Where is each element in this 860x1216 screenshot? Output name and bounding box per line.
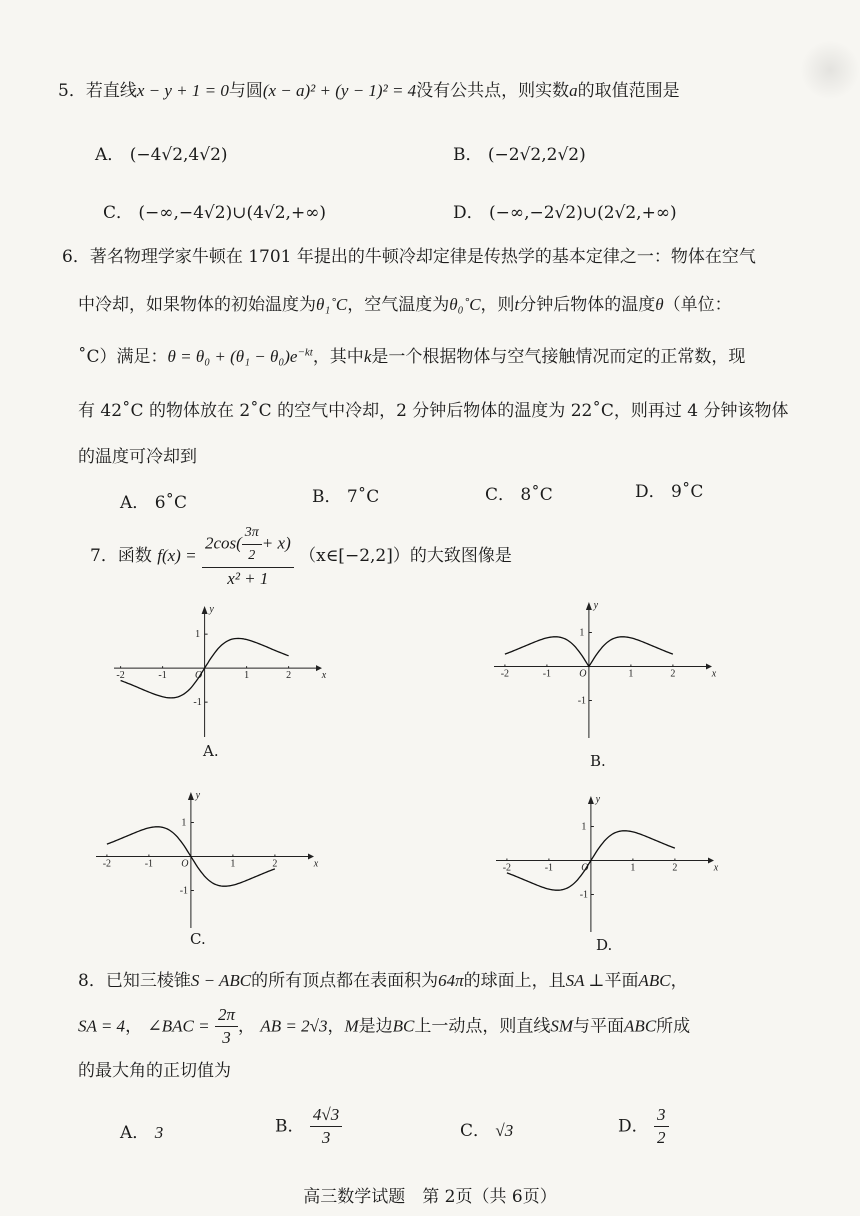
x-tick-label: 2 (672, 862, 678, 874)
q6-line-3: ˚C）满足：$\theta = \theta_0 + (\theta_1 - \theta_0)e^{-kt}$，其中k是一个根据物体与空气接触情况而定的正常数，现 (78, 346, 746, 367)
x-tick-label: 1 (244, 670, 250, 682)
q7-graph-a (110, 600, 330, 745)
q5-option-c: C． (−∞,−4√2)∪(4√2,+∞) (103, 203, 326, 223)
q7-stem: 7．函数 f(x) = 2cos( $\frac{3\pi}{2}$ + x) x² + 1 （x∈[−2,2]）的大致图像是 (90, 522, 512, 590)
x-tick-label: 2 (670, 668, 676, 680)
x-tick-label: -2 (116, 670, 125, 682)
scan-blemish (800, 40, 860, 100)
y-axis-name: y (593, 600, 599, 611)
q6-option-b: B． 7˚C (312, 487, 380, 507)
x-tick-label: -2 (102, 858, 112, 870)
q7-graph-c-label: C. (190, 930, 206, 948)
origin-label: O (581, 862, 589, 874)
q5-option-a: A． (−4√2,4√2) (95, 145, 228, 165)
y-axis-arrow (202, 606, 208, 614)
origin-label: O (579, 668, 587, 680)
y-axis-name: y (595, 794, 601, 805)
q5-stem: 5．若直线x − y + 1 = 0与圆(x − a)² + (y − 1)² = 4没有公共点，则实数a的取值范围是 (58, 81, 680, 101)
y-tick-label: -1 (179, 885, 189, 897)
y-tick-label: 1 (579, 627, 585, 639)
q7-graph-d (492, 790, 722, 940)
y-axis-arrow (588, 796, 594, 804)
y-tick-label: -1 (193, 697, 202, 709)
q6-line-5: 的温度可冷却到 (78, 447, 197, 467)
q7-graph-d-label: D. (596, 936, 613, 954)
y-axis-arrow (188, 792, 194, 800)
q6-option-a: A． 6˚C (120, 493, 188, 513)
q8-option-c: C． √3 (460, 1121, 514, 1141)
y-tick-label: 1 (181, 817, 187, 829)
origin-label: O (181, 858, 189, 870)
y-tick-label: 1 (581, 821, 587, 833)
q6-line-1: 6．著名物理学家牛顿在 1701 年提出的牛顿冷却定律是传热学的基本定律之一：物体在空气 (62, 247, 756, 267)
page-footer: 高三数学试题 第 2页（共 6页） (303, 1187, 557, 1207)
q6-option-d: D． 9˚C (635, 482, 704, 502)
q7-graph-b (490, 596, 720, 746)
x-tick-label: -1 (158, 670, 167, 682)
q7-graph-c (92, 786, 322, 936)
q6-line-2: 中冷却，如果物体的初始温度为θ₁˚C，空气温度为θ₀˚C，则t分钟后物体的温度θ（单位： (78, 295, 732, 315)
q6-line-4: 有 42˚C 的物体放在 2˚C 的空气中冷却，2 分钟后物体的温度为 22˚C，则再过 4 分钟该物体 (78, 401, 789, 421)
x-tick-label: 2 (286, 670, 292, 682)
x-tick-label: -1 (542, 668, 552, 680)
x-axis-name: x (313, 858, 319, 870)
y-axis-arrow (586, 602, 592, 610)
x-tick-label: 2 (272, 858, 278, 870)
q7-graph-b-label: B. (590, 752, 606, 770)
q8-option-b: B． $\frac{4√3}{3}$ (275, 1104, 342, 1149)
q7-graph-a-label: A. (203, 742, 219, 760)
x-tick-label: 1 (630, 862, 636, 874)
x-axis-name: x (713, 862, 719, 874)
q8-line-3: 的最大角的正切值为 (78, 1061, 231, 1081)
x-tick-label: -2 (500, 668, 510, 680)
x-axis-name: x (321, 670, 327, 682)
y-tick-label: -1 (579, 889, 589, 901)
x-tick-label: 1 (230, 858, 236, 870)
x-tick-label: -1 (544, 862, 554, 874)
q5-option-d: D． (−∞,−2√2)∪(2√2,+∞) (453, 203, 677, 223)
y-tick-label: -1 (577, 695, 587, 707)
origin-label: O (194, 670, 203, 682)
q7-fraction: 2cos( $\frac{3\pi}{2}$ + x) x² + 1 (202, 522, 294, 590)
q8-line-1: 8．已知三棱锥S − ABC的所有顶点都在表面积为64π的球面上，且SA ⊥平面ABC， (78, 971, 688, 991)
q6-option-c: C． 8˚C (485, 485, 553, 505)
q8-option-a: A． 3 (120, 1123, 164, 1143)
x-tick-label: -2 (502, 862, 512, 874)
q8-option-d: D． $\frac{3}{2}$ (618, 1104, 669, 1149)
x-axis-name: x (711, 668, 717, 680)
y-axis-name: y (209, 604, 214, 615)
q8-line-2: SA = 4， ∠BAC = $\frac{2\pi}{3}$ ， AB = 2√3，M是边BC上一动点，则直线SM与平面ABC所成 (78, 1005, 691, 1047)
x-tick-label: -1 (144, 858, 154, 870)
x-tick-label: 1 (628, 668, 634, 680)
q5-option-b: B． (−2√2,2√2) (453, 145, 586, 165)
y-axis-name: y (195, 790, 201, 801)
y-tick-label: 1 (195, 629, 201, 641)
